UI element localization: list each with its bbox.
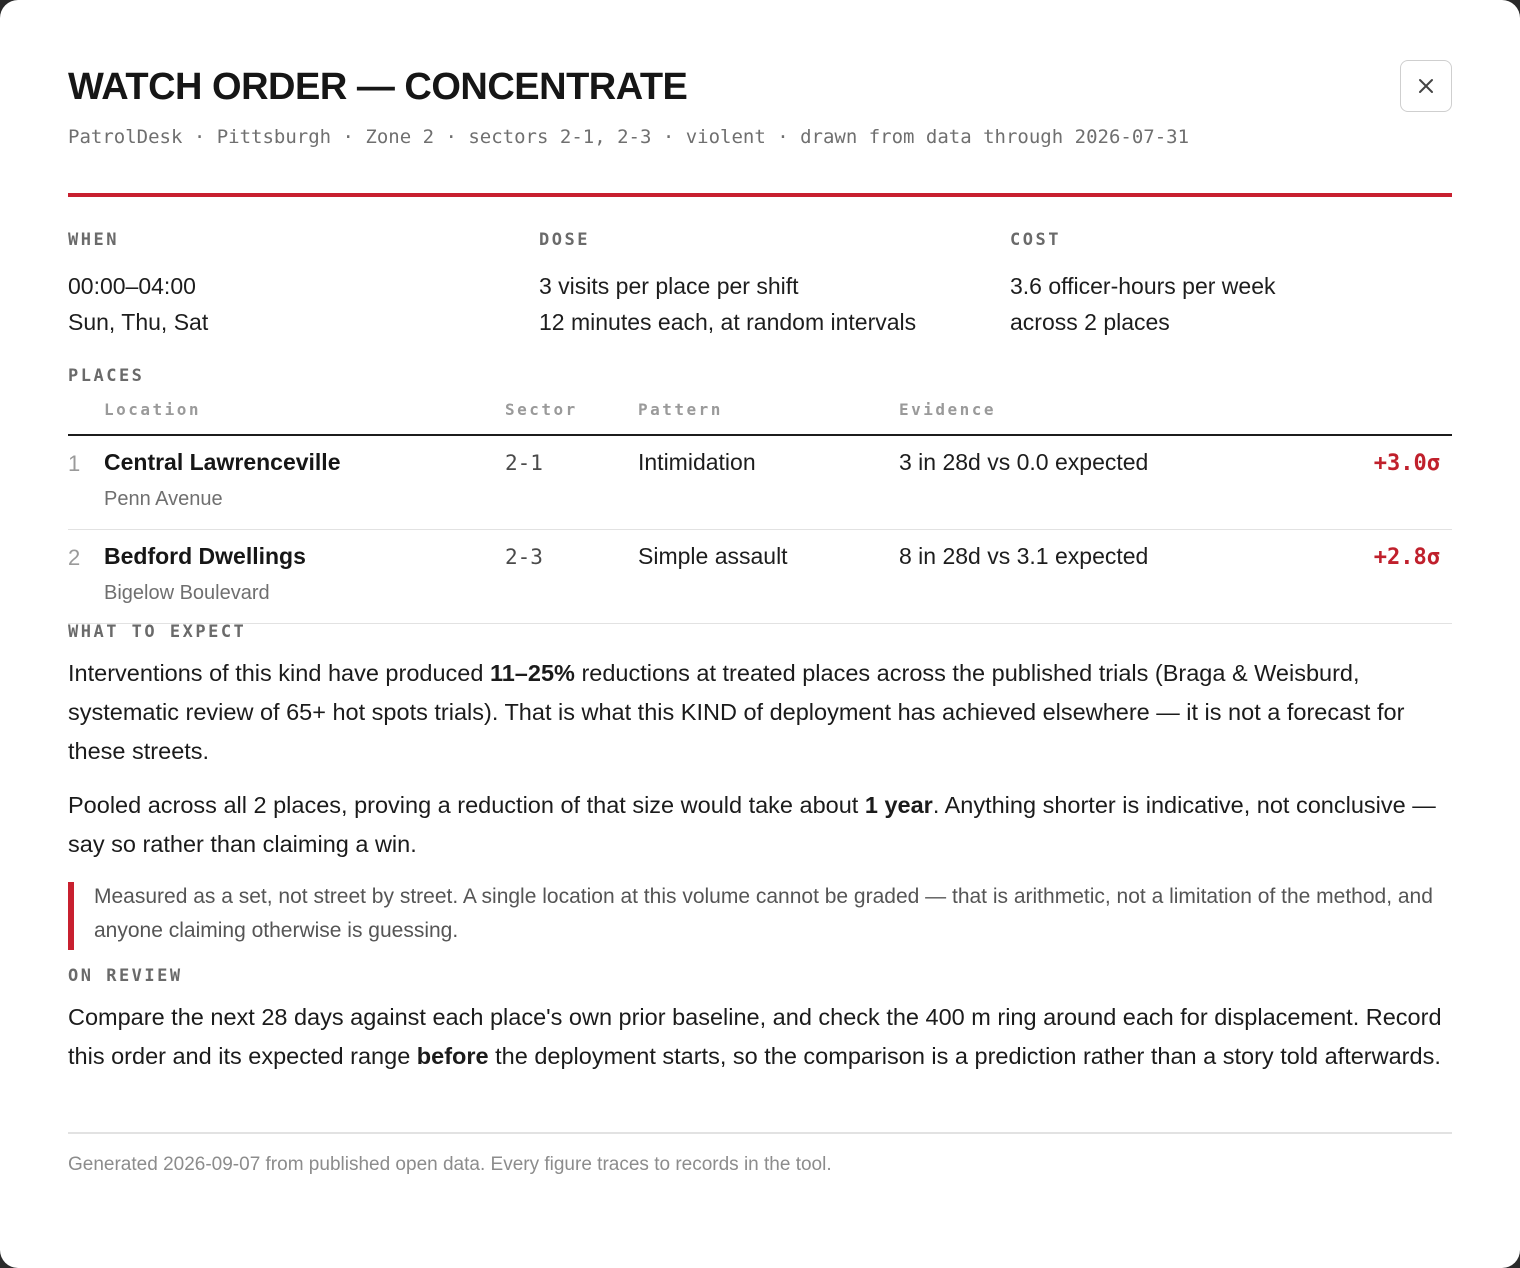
place-sigma: +3.0σ [1373,451,1440,476]
place-pattern: Intimidation [638,449,756,475]
fact-cost-hours: 3.6 officer-hours per week [1010,273,1276,299]
measurement-callout [68,882,1452,950]
row-index: 1 [68,451,81,476]
review-emphasis: before [416,1043,489,1069]
place-street: Penn Avenue [104,488,223,510]
fact-cost [1010,229,1276,340]
column-header-evidence: Evidence [899,400,997,419]
review-paragraph: Compare the next 28 days against each place's own prior baseline, and check the 400 m ring around each for displacement. Record this order and its expected range before the deployment starts, so the comparison is a prediction rather than a story told afterwards. [68,1004,1442,1069]
fact-cost-places: across 2 places [1010,309,1170,335]
effect-range: 11–25% [489,660,575,686]
place-pattern: Simple assault [638,543,788,569]
close-button[interactable] [1400,60,1452,112]
fact-dose-visits: 3 visits per place per shift [539,273,799,299]
place-evidence: 3 in 28d vs 0.0 expected [899,449,1149,475]
fact-when-days: Sun, Thu, Sat [68,309,209,335]
fact-cost-label: COST [1010,230,1061,250]
dialog-subtitle: PatrolDesk · Pittsburgh · Zone 2 · sectors 2-1, 2-3 · violent · drawn from data through 2026-07-31 [68,126,1190,148]
dialog-title: WATCH ORDER — CONCENTRATE [68,66,688,108]
table-row[interactable] [68,436,1452,530]
place-name: Central Lawrenceville [104,449,341,475]
row-index: 2 [68,545,81,570]
footer-note: Generated 2026-09-07 from published open data. Every figure traces to records in the tool. [68,1154,832,1175]
place-sector: 2-1 [505,451,543,475]
close-icon [1418,78,1434,94]
fact-dose [539,229,916,340]
place-sigma: +2.8σ [1373,545,1440,570]
expect-paragraph-duration: Pooled across all 2 places, proving a reduction of that size would take about 1 year. Anything shorter is indicative, not conclusive — say so rather than claiming a win. [68,792,1436,857]
place-evidence: 8 in 28d vs 3.1 expected [899,543,1149,569]
fact-dose-label: DOSE [539,230,590,250]
table-row[interactable] [68,530,1452,624]
place-sector: 2-3 [505,545,543,569]
expect-paragraph-effect: Interventions of this kind have produced 11–25% reductions at treated places across the published trials (Braga & Weisburd, systematic review of 65+ hot spots trials). That is what this KIND of deployment has achieved elsewhere — it is not a forecast for these streets. [68,660,1405,764]
fact-when-time: 00:00–04:00 [68,273,196,299]
fact-when-label: WHEN [68,230,119,250]
footer-divider [68,1132,1452,1134]
callout-text: Measured as a set, not street by street. A single location at this volume cannot be graded — that is arithmetic, not a limitation of the method, and anyone claiming otherwise is guessing. [94,885,1433,942]
place-name: Bedford Dwellings [104,543,306,569]
column-header-location: Location [104,400,202,419]
review-section-label: ON REVIEW [68,966,183,986]
place-street: Bigelow Boulevard [104,582,270,604]
places-section-label: PLACES [68,366,145,386]
summary-facts [68,229,1452,339]
fact-dose-duration: 12 minutes each, at random intervals [539,309,917,335]
column-header-pattern: Pattern [638,400,723,419]
column-header-sector: Sector [505,400,578,419]
fact-when [68,229,208,340]
duration-value: 1 year [864,792,933,818]
expect-section-label: WHAT TO EXPECT [68,622,247,642]
header-divider [68,193,1452,197]
